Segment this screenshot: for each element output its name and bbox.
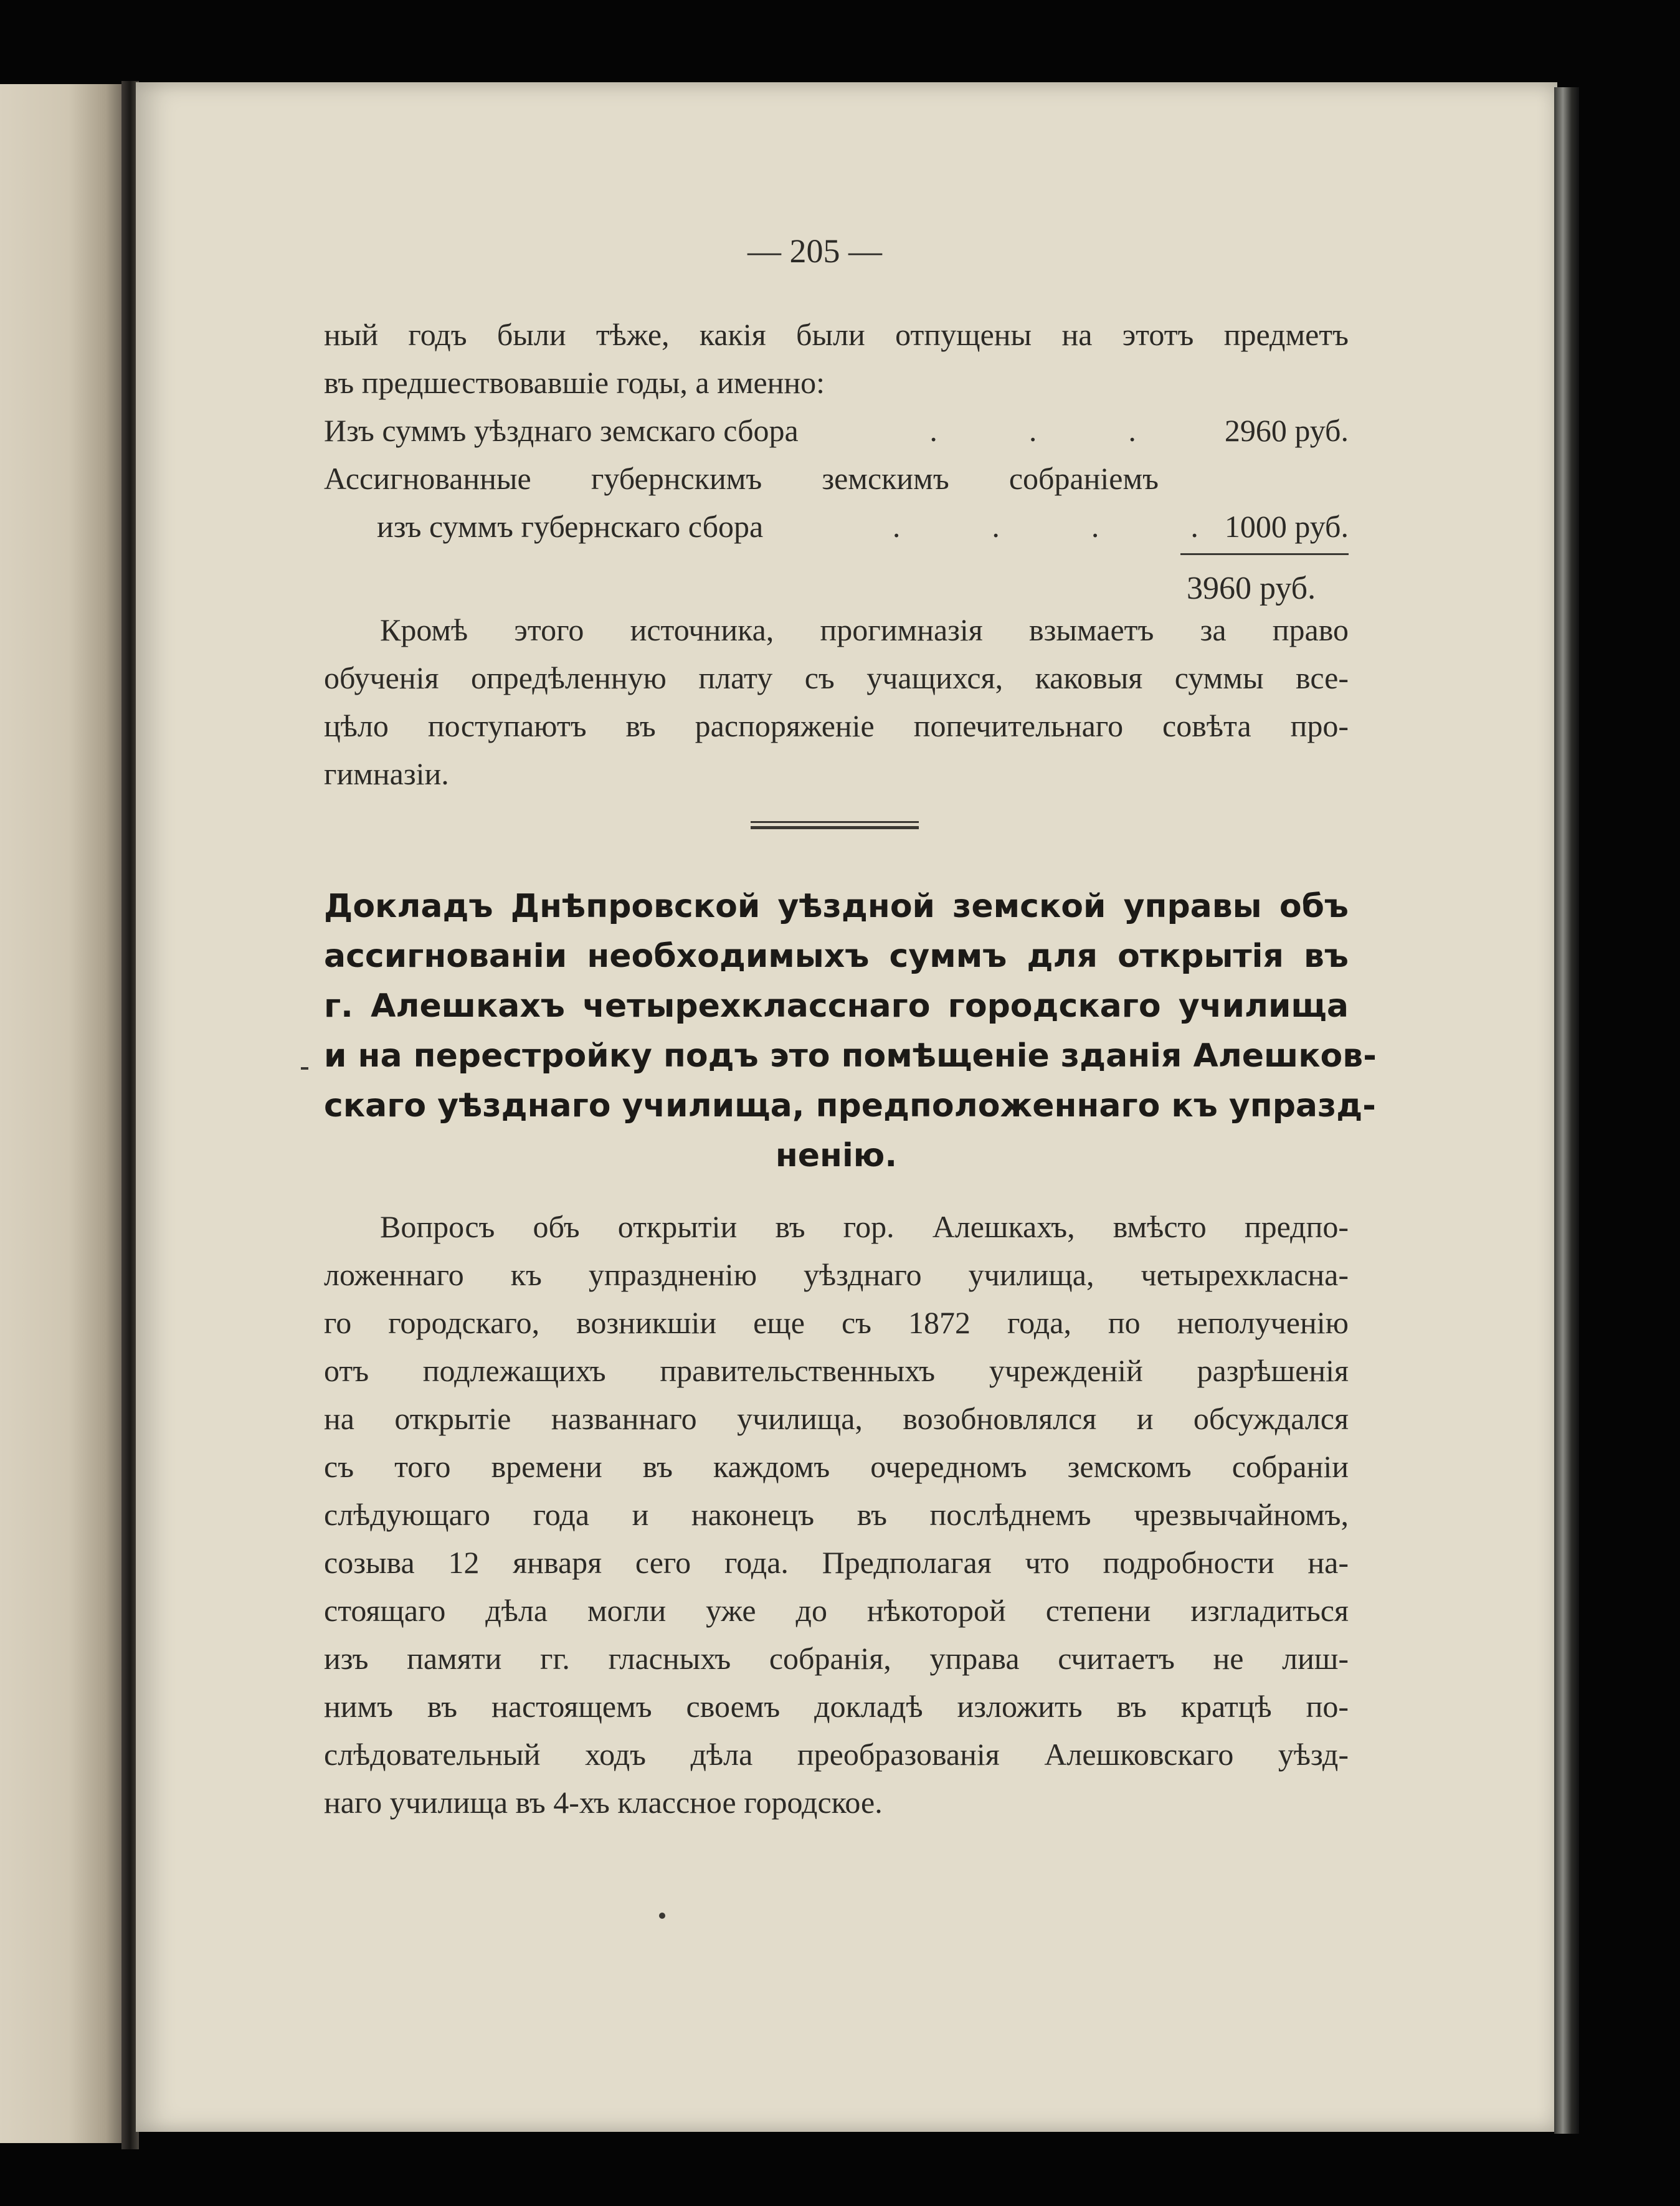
budget-row-gubern-label-1: Ассигнованные губернскимъ земскимъ собраніемъ (324, 461, 1159, 496)
paragraph1-line-4: гимназіи. (324, 756, 449, 791)
separator-rule-top (751, 821, 919, 823)
margin-dash-mark (301, 1067, 308, 1070)
paragraph2-line-5: на открытіе названнаго училища, возобновлялся и обсуждался (324, 1401, 1349, 1436)
paragraph1-line-1: Кромѣ этого источника, прогимназія взымаетъ за право (380, 612, 1349, 647)
report-title-text-5: скаго уѣзднаго училища, предположеннаго къ упразд- (324, 1087, 1376, 1124)
budget-row-gubern-value: 1000 руб. (1224, 509, 1349, 544)
paragraph2-line-7: слѣдующаго года и наконецъ въ послѣднемъ чрезвычайномъ, (324, 1497, 1349, 1532)
paragraph2-line-9: стоящаго дѣла могли уже до нѣкоторой степени изгладиться (324, 1593, 1349, 1628)
page-fore-edge (1554, 87, 1579, 2134)
budget-row-uezd-dots: . . . (929, 413, 1137, 448)
report-title-line-3 (324, 987, 1349, 1037)
report-title-text-1: Докладъ Днѣпровской уѣздной земской управы объ (324, 888, 1349, 925)
paragraph1-line-2: обученія опредѣленную плату съ учащихся, каковыя суммы все- (324, 660, 1349, 695)
report-title-text-4: и на перестройку подъ это помѣщеніе зданія Алешков- (324, 1037, 1377, 1075)
budget-row-gubern-dots: . . . . (892, 509, 1200, 544)
paragraph2-line-1: Вопросъ объ открытіи въ гор. Алешкахъ, вмѣсто предпо- (380, 1209, 1349, 1244)
report-title-line-6 (324, 1137, 1349, 1187)
paragraph2-line-13: наго училища въ 4-хъ классное городское. (324, 1785, 883, 1820)
report-title-line-1 (324, 888, 1349, 938)
report-title-line-4 (324, 1037, 1377, 1087)
budget-row-gubern (377, 508, 1349, 544)
paragraph2-line-6: съ того времени въ каждомъ очередномъ земскомъ собраніи (324, 1449, 1349, 1484)
paragraph2-line-8: созыва 12 января сего года. Предполагая что подробности на- (324, 1545, 1349, 1580)
budget-total: 3960 руб. (1187, 571, 1316, 606)
report-title-text-2: ассигнованіи необходимыхъ суммъ для открытія въ (324, 938, 1349, 975)
budget-row-uezd-value: 2960 руб. (1224, 413, 1349, 448)
intro-line-1: ный годъ были тѣже, какія были отпущены на этотъ предметъ (324, 317, 1349, 352)
report-title-text-3: г. Алешкахъ четырехкласснаго городскаго училища (324, 987, 1349, 1025)
budget-row-uezd-label: Изъ суммъ уѣзднаго земскаго сбора (324, 413, 799, 448)
paragraph2-line-3: го городскаго, возникшіи еще съ 1872 года, по неполученію (324, 1305, 1349, 1340)
sum-rule (1180, 553, 1349, 555)
report-title-line-2 (324, 938, 1349, 987)
paragraph1-line-3: цѣло поступаютъ въ распоряженіе попечительнаго совѣта про- (324, 708, 1349, 743)
budget-row-uezd (324, 412, 1349, 449)
ink-spot-mark (659, 1913, 665, 1919)
paragraph2-line-10: изъ памяти гг. гласныхъ собранія, управа считаетъ не лиш- (324, 1641, 1349, 1676)
left-page-edge (0, 84, 125, 2143)
paragraph2-line-2: ложеннаго къ упраздненію уѣзднаго училища, четырехкласна- (324, 1257, 1349, 1292)
page-number: — 205 — (747, 232, 882, 270)
report-title-line-5 (324, 1087, 1376, 1137)
paragraph2-line-12: слѣдовательный ходъ дѣла преобразованія Алешковскаго уѣзд- (324, 1737, 1349, 1772)
budget-row-gubern-label-2: изъ суммъ губернскаго сбора (377, 509, 764, 544)
paragraph2-line-11: нимъ въ настоящемъ своемъ докладѣ изложить въ кратцѣ по- (324, 1689, 1349, 1724)
separator-rule-bottom (751, 826, 919, 829)
intro-line-2: въ предшествовавшіе годы, а именно: (324, 365, 825, 400)
report-title-text-6: ненію. (775, 1137, 898, 1174)
paragraph2-line-4: отъ подлежащихъ правительственныхъ учрежденій разрѣшенія (324, 1353, 1349, 1388)
